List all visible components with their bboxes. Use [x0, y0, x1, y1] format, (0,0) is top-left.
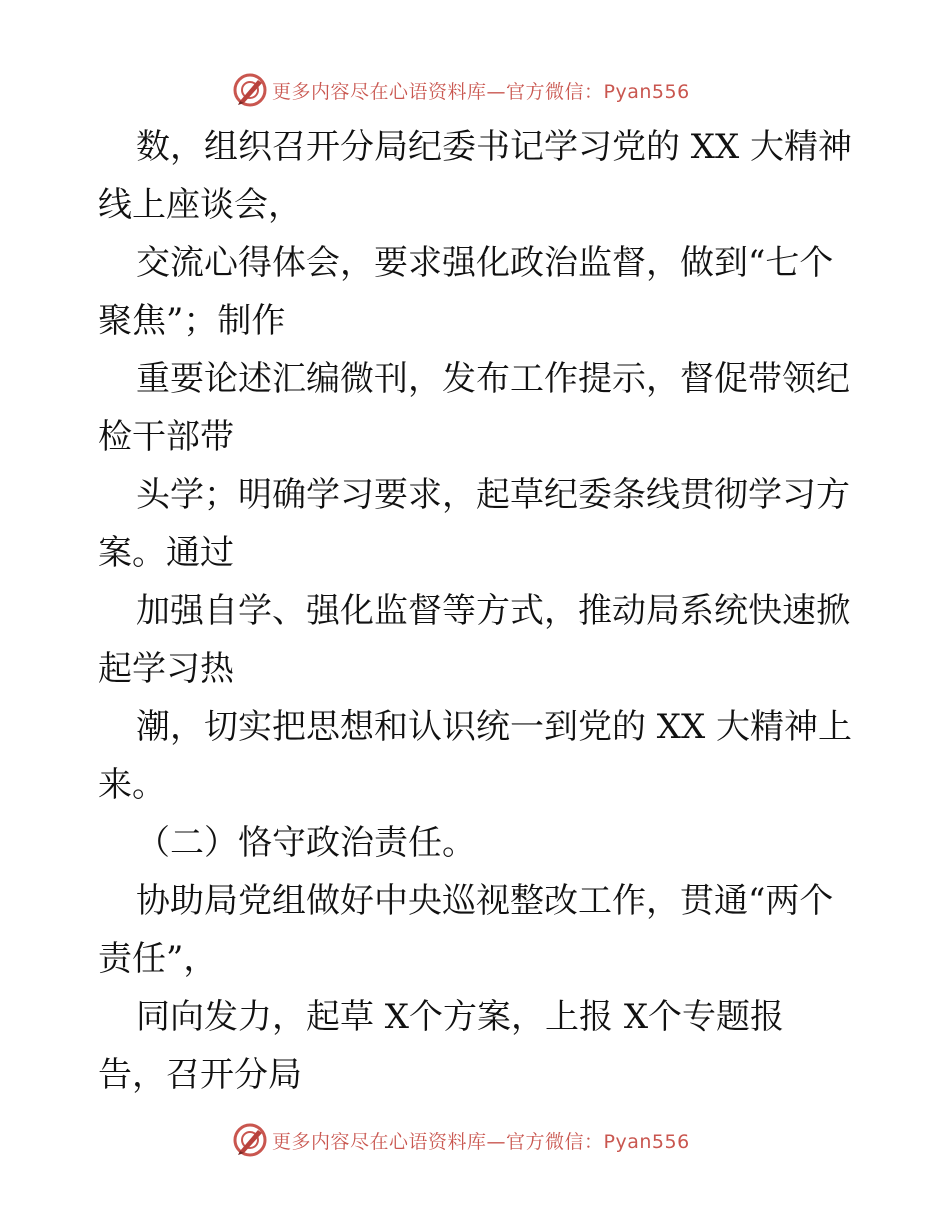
text-line: 同向发力，起草 X个方案，上报 X个专题报	[136, 997, 785, 1037]
text-line: 重要论述汇编微刊，发布工作提示，督促带领纪	[136, 359, 850, 399]
text-line: 数，组织召开分局纪委书记学习党的 XX 大精神	[136, 127, 853, 167]
text-line: 头学；明确学习要求，起草纪委条线贯彻学习方	[136, 475, 850, 515]
text-line: 起学习热	[98, 649, 234, 689]
text-line: 告，召开分局	[98, 1055, 302, 1095]
text-line: 交流心得体会，要求强化政治监督，做到“七个	[136, 243, 834, 283]
document-body	[98, 118, 858, 1104]
pen-circle-logo-icon	[232, 72, 268, 108]
text-line: 加强自学、强化监督等方式，推动局系统快速掀	[136, 591, 850, 631]
watermark-banner-top	[232, 72, 732, 108]
pen-circle-logo-icon	[232, 1122, 268, 1158]
text-line: 线上座谈会，	[98, 185, 302, 225]
watermark-banner-bottom	[232, 1122, 732, 1158]
text-line: 案。通过	[98, 533, 234, 573]
text-line: 协助局党组做好中央巡视整改工作，贯通“两个	[136, 881, 834, 921]
text-line: 检干部带	[98, 417, 234, 457]
text-line: 责任”，	[98, 939, 218, 979]
text-line: （二）恪守政治责任。	[136, 823, 476, 863]
watermark-banner-text: 更多内容尽在心语资料库—官方微信：Pyan556	[272, 80, 690, 103]
text-line: 来。	[98, 765, 166, 805]
watermark-banner-text: 更多内容尽在心语资料库—官方微信：Pyan556	[272, 1130, 690, 1153]
text-line: 聚焦”；制作	[98, 301, 286, 341]
text-line: 潮，切实把思想和认识统一到党的 XX 大精神上	[136, 707, 853, 747]
